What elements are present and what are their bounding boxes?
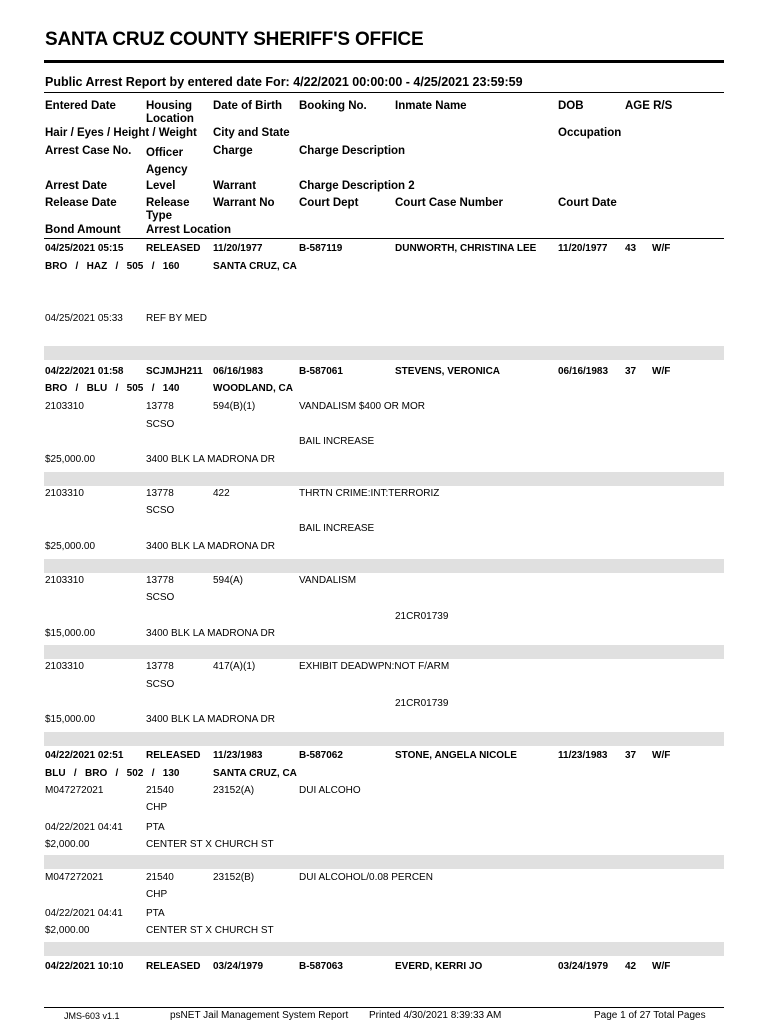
charge: 23152(A) — [213, 785, 255, 796]
dob: 03/24/1979 — [558, 961, 609, 972]
date-of-birth: 03/24/1979 — [213, 961, 264, 972]
release-type: REF BY MED — [146, 313, 207, 324]
col-charge-description-2: Charge Description 2 — [299, 180, 415, 192]
dob: 11/23/1983 — [558, 750, 608, 761]
inmate-name: STEVENS, VERONICA — [395, 366, 501, 377]
system-name: psNET Jail Management System Report — [170, 1010, 349, 1021]
release-date: 04/25/2021 05:33 — [45, 313, 123, 324]
col-housing-location: Housing Location — [146, 100, 194, 125]
inmate-name: STONE, ANGELA NICOLE — [395, 750, 517, 761]
age: 42 — [625, 961, 637, 972]
arrest-case-no: 2103310 — [45, 661, 84, 672]
arrest-case-no: M047272021 — [45, 785, 104, 796]
court-case-number: 21CR01739 — [395, 698, 449, 709]
arrest-location: CENTER ST X CHURCH ST — [146, 925, 274, 936]
date-of-birth: 11/20/1977 — [213, 243, 263, 254]
entered-date: 04/25/2021 05:15 — [45, 243, 124, 254]
record-separator — [44, 732, 724, 746]
charge-separator — [44, 472, 724, 486]
age: 37 — [625, 750, 637, 761]
footer-rule — [44, 1007, 724, 1008]
release-type: PTA — [146, 908, 165, 919]
charge: 417(A)(1) — [213, 661, 256, 672]
physical-description: BRO / BLU / 505 / 140 — [45, 383, 180, 394]
page-number: Page 1 of 27 Total Pages — [594, 1010, 706, 1021]
record-separator — [44, 346, 724, 360]
housing-location: RELEASED — [146, 961, 201, 972]
charge-separator — [44, 645, 724, 659]
subtitle-rule — [44, 92, 724, 93]
arrest-location: CENTER ST X CHURCH ST — [146, 839, 274, 850]
agency: SCSO — [146, 679, 175, 690]
col-level: Level — [146, 180, 176, 192]
charge-separator — [44, 559, 724, 573]
release-date: 04/22/2021 04:41 — [45, 908, 123, 919]
col-warrant-no: Warrant No — [213, 197, 275, 209]
date-of-birth: 11/23/1983 — [213, 750, 263, 761]
officer: 13778 — [146, 575, 174, 586]
arrest-location: 3400 BLK LA MADRONA DR — [146, 628, 275, 639]
arrest-location: 3400 BLK LA MADRONA DR — [146, 454, 275, 465]
agency: SCSO — [146, 505, 175, 516]
arrest-case-no: 2103310 — [45, 575, 84, 586]
header-rule — [44, 238, 724, 239]
bond-amount: $25,000.00 — [45, 454, 96, 465]
charge-description-2: BAIL INCREASE — [299, 523, 375, 534]
col-booking-no: Booking No. — [299, 100, 367, 112]
race-sex: W/F — [652, 750, 671, 761]
dob: 06/16/1983 — [558, 366, 609, 377]
city-state: WOODLAND, CA — [213, 383, 293, 394]
age: 37 — [625, 366, 637, 377]
inmate-name: EVERD, KERRI JO — [395, 961, 483, 972]
arrest-case-no: 2103310 — [45, 401, 84, 412]
charge-description: VANDALISM $400 OR MOR — [299, 401, 425, 412]
arrest-case-no: 2103310 — [45, 488, 84, 499]
city-state: SANTA CRUZ, CA — [213, 768, 297, 779]
charge-description-2: BAIL INCREASE — [299, 436, 375, 447]
bond-amount: $25,000.00 — [45, 541, 96, 552]
col-charge-description: Charge Description — [299, 145, 406, 157]
booking-no: B-587062 — [299, 750, 343, 761]
charge-description: DUI ALCOHO — [299, 785, 361, 796]
charge: 594(B)(1) — [213, 401, 256, 412]
col-city-state: City and State — [213, 127, 290, 139]
col-release-date: Release Date — [45, 197, 117, 209]
col-charge: Charge — [213, 145, 253, 157]
entered-date: 04/22/2021 02:51 — [45, 750, 124, 761]
form-id: JMS-603 v1.1 — [64, 1011, 120, 1021]
col-inmate-name: Inmate Name — [395, 100, 467, 112]
col-bond-amount: Bond Amount — [45, 224, 121, 236]
col-court-date: Court Date — [558, 197, 617, 209]
record-separator — [44, 942, 724, 956]
col-entered-date: Entered Date — [45, 100, 116, 112]
race-sex: W/F — [652, 366, 671, 377]
charge-separator — [44, 855, 724, 869]
entered-date: 04/22/2021 10:10 — [45, 961, 124, 972]
report-subtitle: Public Arrest Report by entered date For: 4/22/2021 00:00:00 - 4/25/2021 23:59:59 — [45, 75, 523, 89]
charge-description: EXHIBIT DEADWPN:NOT F/ARM — [299, 661, 450, 672]
officer: 13778 — [146, 488, 174, 499]
col-arrest-case-no: Arrest Case No. — [45, 145, 132, 157]
officer: 21540 — [146, 872, 174, 883]
court-case-number: 21CR01739 — [395, 611, 449, 622]
housing-location: RELEASED — [146, 750, 201, 761]
arrest-location: 3400 BLK LA MADRONA DR — [146, 541, 275, 552]
release-type: PTA — [146, 822, 165, 833]
officer: 13778 — [146, 661, 174, 672]
agency: CHP — [146, 802, 168, 813]
release-date: 04/22/2021 04:41 — [45, 822, 123, 833]
charge: 594(A) — [213, 575, 244, 586]
arrest-case-no: M047272021 — [45, 872, 104, 883]
officer: 21540 — [146, 785, 174, 796]
date-of-birth: 06/16/1983 — [213, 366, 264, 377]
col-age-rs: AGE R/S — [625, 100, 673, 112]
col-arrest-date: Arrest Date — [45, 180, 107, 192]
page-title: SANTA CRUZ COUNTY SHERIFF'S OFFICE — [45, 29, 424, 50]
agency: SCSO — [146, 419, 175, 430]
age: 43 — [625, 243, 637, 254]
officer: 13778 — [146, 401, 174, 412]
col-court-dept: Court Dept — [299, 197, 359, 209]
charge-description: THRTN CRIME:INT:TERRORIZ — [299, 488, 440, 499]
entered-date: 04/22/2021 01:58 — [45, 366, 124, 377]
booking-no: B-587061 — [299, 366, 343, 377]
booking-no: B-587119 — [299, 243, 343, 254]
race-sex: W/F — [652, 961, 671, 972]
bond-amount: $15,000.00 — [45, 714, 96, 725]
inmate-name: DUNWORTH, CHRISTINA LEE — [395, 243, 537, 254]
physical-description: BRO / HAZ / 505 / 160 — [45, 261, 180, 272]
col-date-of-birth: Date of Birth — [213, 100, 282, 112]
race-sex: W/F — [652, 243, 671, 254]
col-officer-agency: Officer Agency — [146, 147, 188, 176]
col-arrest-location: Arrest Location — [146, 224, 231, 236]
agency: SCSO — [146, 592, 175, 603]
col-court-case-number: Court Case Number — [395, 197, 503, 209]
arrest-location: 3400 BLK LA MADRONA DR — [146, 714, 275, 725]
printed-timestamp: Printed 4/30/2021 8:39:33 AM — [369, 1010, 502, 1021]
charge: 23152(B) — [213, 872, 255, 883]
physical-description: BLU / BRO / 502 / 130 — [45, 768, 180, 779]
agency: CHP — [146, 889, 168, 900]
col-hair-eyes: Hair / Eyes / Height / Weight — [45, 127, 197, 139]
col-release-type: Release Type — [146, 197, 190, 222]
booking-no: B-587063 — [299, 961, 343, 972]
city-state: SANTA CRUZ, CA — [213, 261, 297, 272]
col-dob: DOB — [558, 100, 584, 112]
dob: 11/20/1977 — [558, 243, 608, 254]
charge-description: DUI ALCOHOL/0.08 PERCEN — [299, 872, 433, 883]
housing-location: SCJMJH211 — [146, 366, 203, 377]
bond-amount: $15,000.00 — [45, 628, 96, 639]
bond-amount: $2,000.00 — [45, 839, 90, 850]
bond-amount: $2,000.00 — [45, 925, 90, 936]
charge: 422 — [213, 488, 230, 499]
title-rule — [44, 60, 724, 63]
col-warrant: Warrant — [213, 180, 257, 192]
housing-location: RELEASED — [146, 243, 201, 254]
col-occupation: Occupation — [558, 127, 622, 139]
charge-description: VANDALISM — [299, 575, 357, 586]
